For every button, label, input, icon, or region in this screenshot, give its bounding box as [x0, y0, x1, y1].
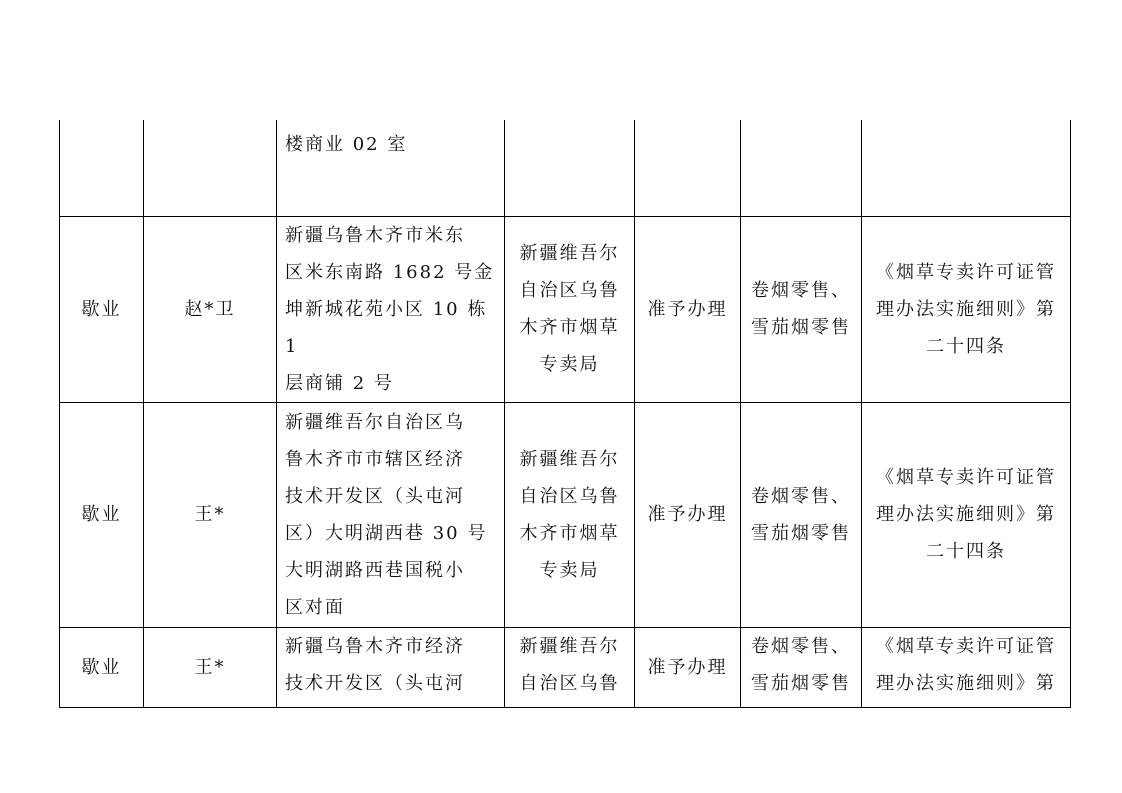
decision-cell: 准予办理	[635, 216, 741, 402]
address-line: 层商铺 2 号	[285, 372, 394, 394]
name-cell: 王*	[144, 402, 277, 627]
address-line: 鲁木齐市市辖区经济	[285, 448, 465, 470]
table-row	[60, 627, 1071, 707]
basis-cell	[862, 216, 1071, 402]
scope-line: 雪茄烟零售	[751, 522, 851, 544]
basis-cell	[862, 627, 1071, 707]
authority-line: 自治区乌鲁	[519, 485, 620, 507]
name-cell	[144, 120, 277, 216]
address-line: 区对面	[285, 596, 345, 618]
authority-line: 新疆维吾尔	[519, 635, 620, 657]
scope-line: 雪茄烟零售	[751, 672, 851, 694]
scope-line: 卷烟零售、	[751, 280, 851, 301]
address-line: 新疆维吾尔自治区乌	[285, 411, 465, 433]
basis-line: 《烟草专卖许可证管	[876, 261, 1056, 283]
basis-line: 《烟草专卖许可证管	[876, 635, 1056, 657]
address-line: 坤新城花苑小区 10 栋 1	[285, 298, 488, 357]
scope-cell	[741, 627, 862, 707]
address-line: 大明湖路西巷国税小	[285, 559, 465, 581]
address-cell	[277, 627, 505, 707]
address-cell	[277, 120, 505, 216]
decision-cell: 准予办理	[635, 402, 741, 627]
address-cell	[277, 402, 505, 627]
authority-cell	[505, 627, 635, 707]
industry-cell: 歇业	[60, 627, 144, 707]
scope-cell	[741, 120, 862, 216]
basis-line: 理办法实施细则》第	[876, 672, 1056, 694]
basis-cell	[862, 120, 1071, 216]
basis-line: 理办法实施细则》第	[876, 504, 1056, 525]
address-cell	[277, 216, 505, 402]
address-line: 新疆乌鲁木齐市经济	[285, 635, 465, 657]
authority-cell	[505, 402, 635, 627]
authority-line: 自治区乌鲁	[519, 672, 620, 694]
address-line: 区米东南路 1682 号金	[285, 261, 495, 283]
basis-line: 二十四条	[926, 541, 1006, 562]
scope-line: 雪茄烟零售	[751, 317, 851, 338]
industry-cell: 歇业	[60, 402, 144, 627]
authority-line: 专卖局	[539, 354, 600, 375]
authority-cell	[505, 216, 635, 402]
authority-cell	[505, 120, 635, 216]
name-cell: 王*	[144, 627, 277, 707]
license-table	[59, 120, 1071, 708]
table-row	[60, 402, 1071, 627]
industry-cell	[60, 120, 144, 216]
scope-cell	[741, 402, 862, 627]
authority-line: 新疆维吾尔	[519, 243, 620, 264]
scope-line: 卷烟零售、	[751, 635, 851, 657]
industry-cell: 歇业	[60, 216, 144, 402]
basis-line: 二十四条	[926, 335, 1006, 357]
address-line: 技术开发区（头屯河	[285, 485, 465, 507]
authority-line: 新疆维吾尔	[519, 448, 620, 470]
decision-cell	[635, 120, 741, 216]
address-line: 新疆乌鲁木齐市米东	[285, 224, 465, 246]
authority-line: 木齐市烟草	[519, 317, 620, 338]
table-row	[60, 120, 1071, 216]
address-line: 楼商业 02 室	[285, 134, 408, 155]
decision-cell: 准予办理	[635, 627, 741, 707]
scope-line: 卷烟零售、	[751, 485, 851, 507]
authority-line: 自治区乌鲁	[519, 280, 620, 301]
address-line: 技术开发区（头屯河	[285, 672, 465, 694]
basis-line: 《烟草专卖许可证管	[876, 467, 1056, 488]
basis-line: 理办法实施细则》第	[876, 298, 1056, 320]
scope-cell	[741, 216, 862, 402]
table-row	[60, 216, 1071, 402]
authority-line: 专卖局	[539, 559, 600, 581]
address-line: 区）大明湖西巷 30 号	[285, 522, 488, 544]
basis-cell	[862, 402, 1071, 627]
name-cell: 赵*卫	[144, 216, 277, 402]
authority-line: 木齐市烟草	[519, 522, 620, 544]
